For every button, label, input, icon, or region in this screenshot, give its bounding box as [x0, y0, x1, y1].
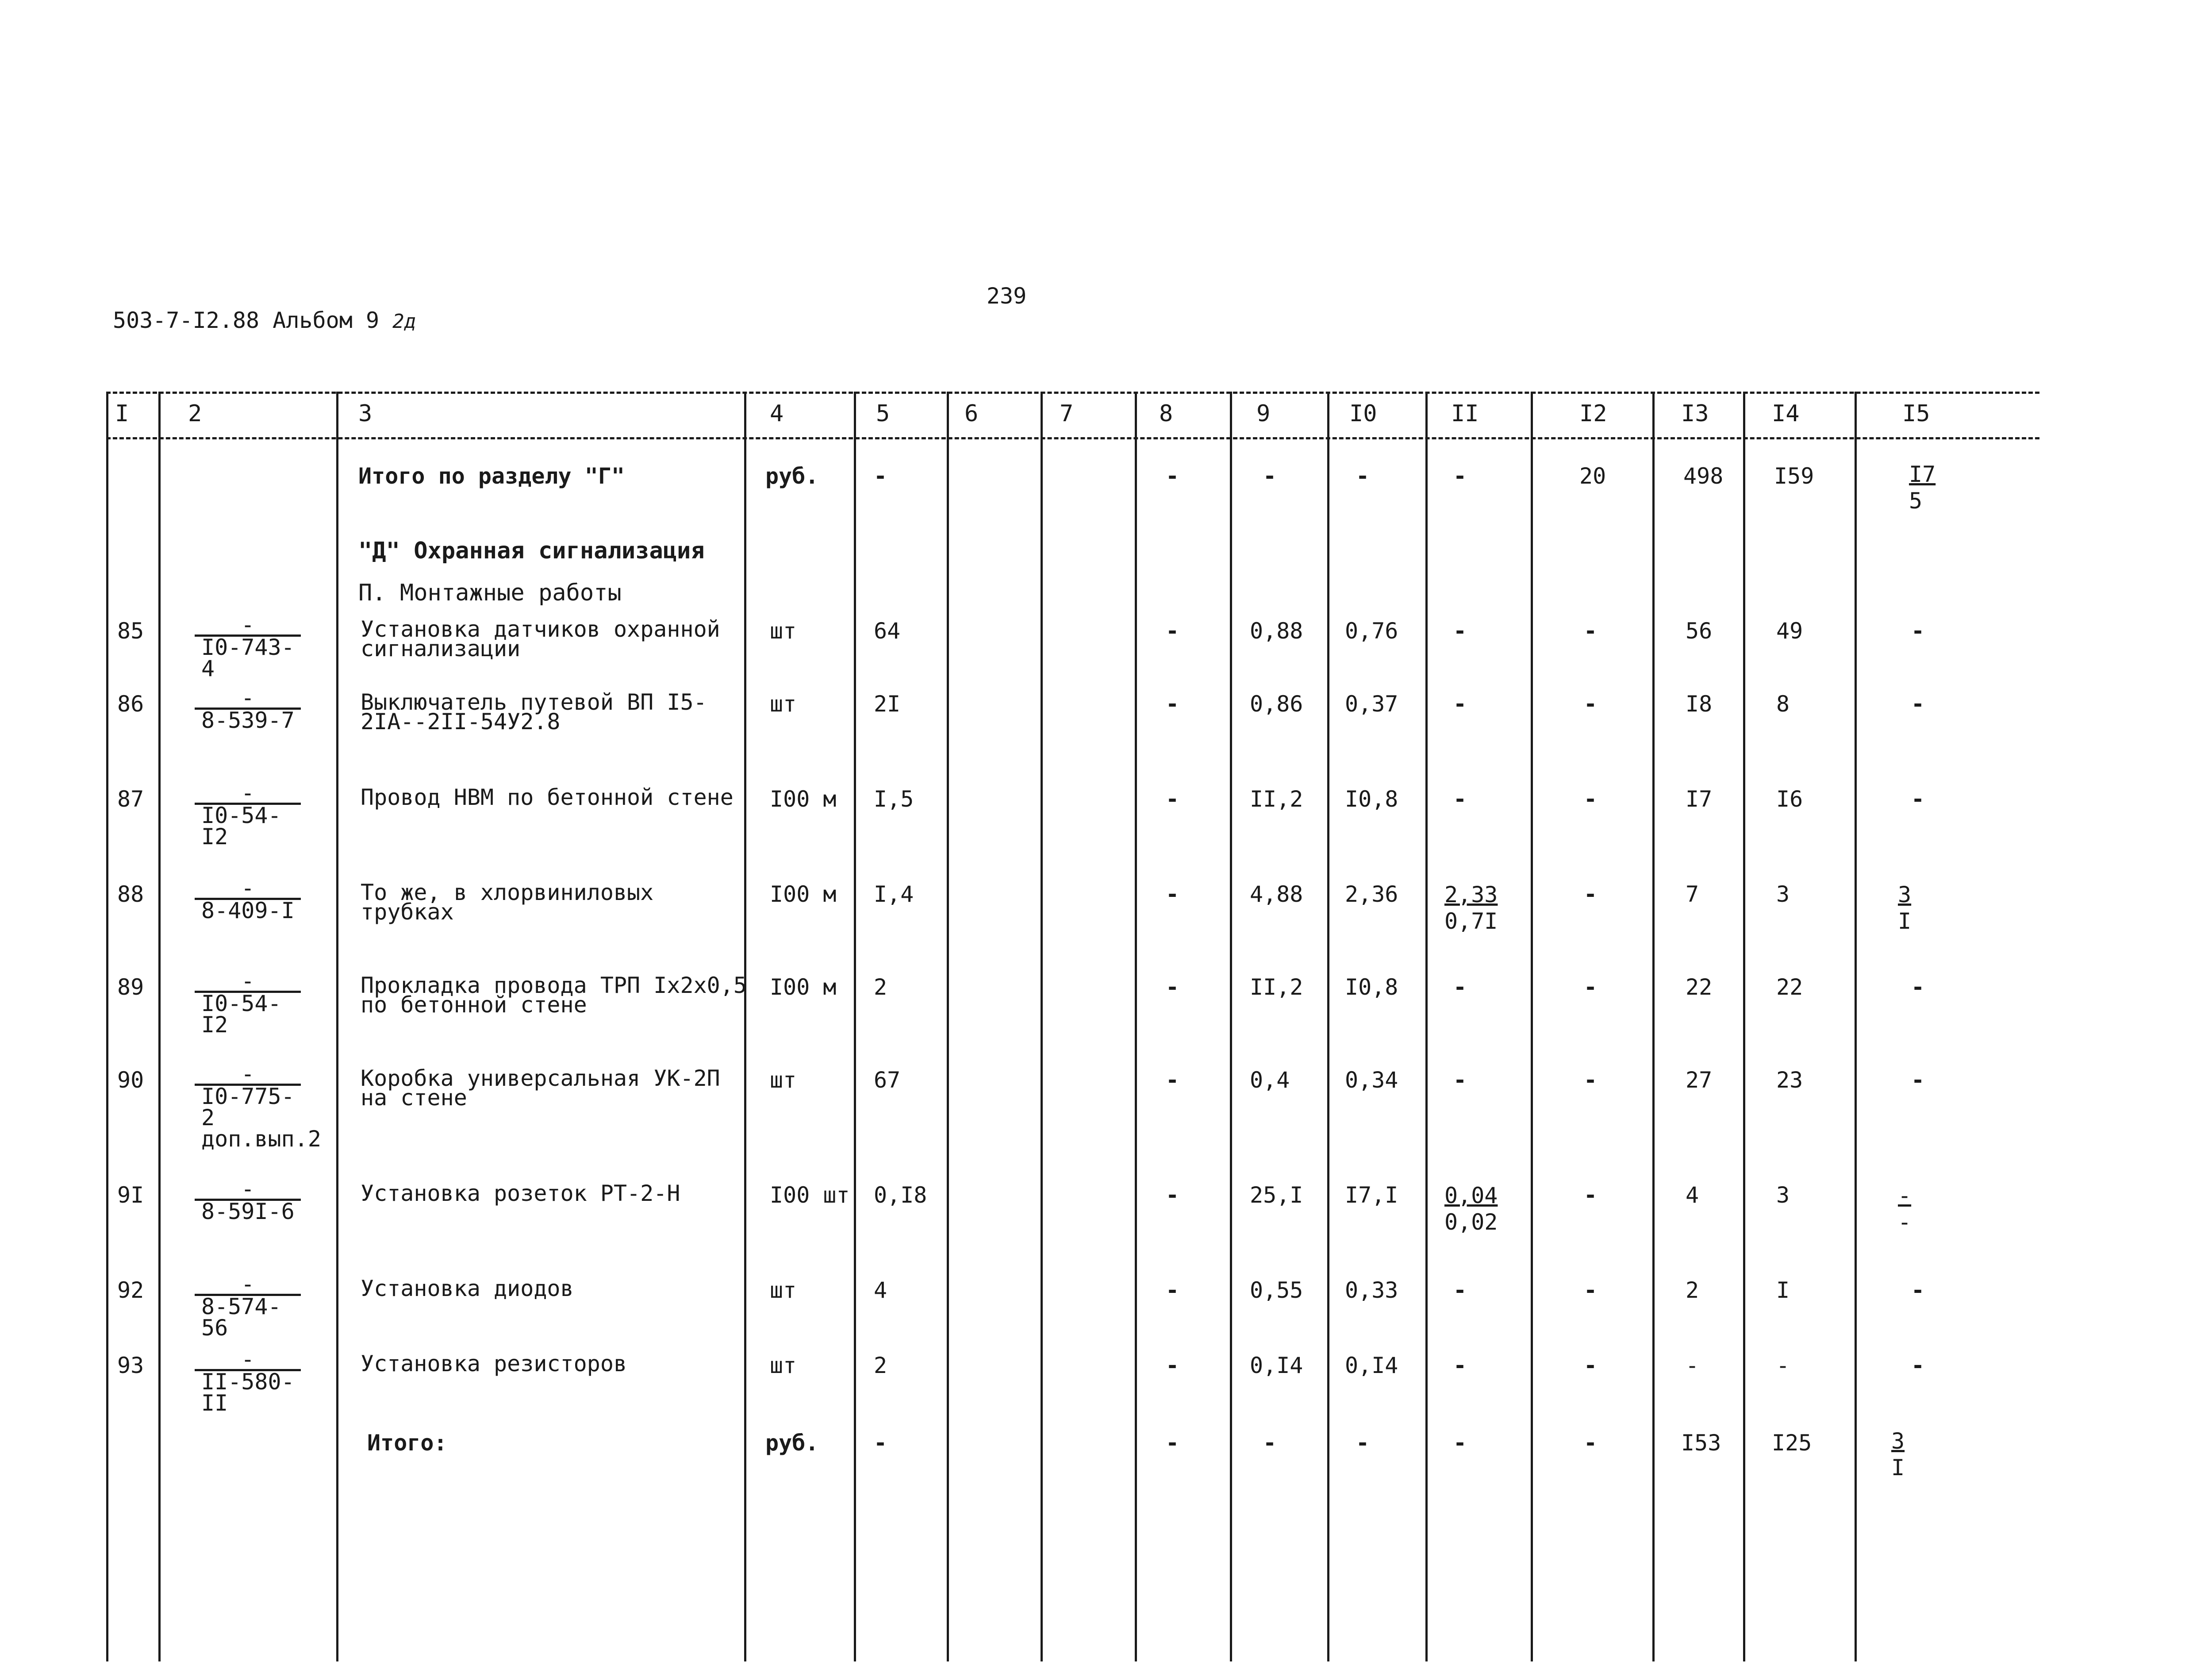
col10-value: 0,I4 [1345, 1353, 1398, 1378]
item-description: Выключатель путевой ВП I5-2IА--2II-54У2.8 [361, 689, 707, 734]
section-title: "Д" Охранная сигнализация [358, 538, 705, 564]
column-header-5: 5 [876, 400, 890, 427]
total-col15-den: I [1891, 1455, 1905, 1480]
col11-numerator: 2,33 [1444, 882, 1498, 907]
total-label: Итого: [367, 1430, 447, 1456]
col13-value: 56 [1686, 618, 1713, 644]
column-header-4: 4 [770, 400, 784, 427]
col5-value: 67 [874, 1067, 901, 1093]
total-section-g-row [106, 461, 2039, 531]
unit: I00 м [770, 881, 837, 907]
column-header-9: 9 [1256, 400, 1271, 427]
reference-code [195, 875, 301, 923]
row-number: 90 [117, 1067, 144, 1093]
col15-fraction [1898, 881, 1911, 934]
table-row [106, 1271, 2039, 1345]
col11-value: - [1453, 786, 1467, 812]
col5-value: 4 [874, 1277, 887, 1303]
unit: I00 м [770, 786, 837, 812]
col10-value: 0,37 [1345, 691, 1398, 717]
col14-value: 49 [1776, 618, 1803, 644]
reference-top: - [195, 878, 301, 900]
reference-extra: доп.вып.2 [201, 1126, 321, 1152]
total-g-col15-den: 5 [1909, 488, 1923, 514]
total-g-col8: - [1166, 463, 1179, 489]
col8-value: - [1166, 691, 1179, 717]
reference-bottom: II-580-II [201, 1369, 295, 1416]
unit: шт [770, 691, 797, 717]
col11-value: - [1453, 1353, 1467, 1378]
table-row [106, 780, 2039, 854]
col14-value: 8 [1776, 691, 1790, 717]
total-g-col13: 498 [1683, 463, 1724, 489]
col5-value: 64 [874, 618, 901, 644]
total-col9: - [1263, 1430, 1277, 1456]
column-header-7: 7 [1060, 400, 1074, 427]
col10-value: I0,8 [1345, 786, 1398, 812]
col9-value: II,2 [1250, 974, 1303, 1000]
col10-value: 2,36 [1345, 881, 1398, 907]
col14-value: I6 [1776, 786, 1803, 812]
item-description: Провод НВМ по бетонной стене [361, 784, 733, 810]
col12-value: - [1584, 691, 1598, 717]
col15-value: - [1911, 974, 1925, 1000]
col13-value: 4 [1686, 1182, 1699, 1208]
table-row [106, 612, 2039, 686]
col15-value: - [1911, 1067, 1925, 1093]
col13-value: I7 [1686, 786, 1713, 812]
col9-value: 0,86 [1250, 691, 1303, 717]
row-number: 93 [117, 1353, 144, 1378]
total-col15-num: 3 [1891, 1428, 1905, 1454]
total-g-col5: - [874, 463, 887, 489]
total-col8: - [1166, 1430, 1179, 1456]
column-header-6: 6 [964, 400, 979, 427]
unit: шт [770, 1067, 797, 1093]
item-description: Коробка универсальная УК-2П на стене [361, 1065, 720, 1111]
column-header-13: I3 [1681, 400, 1709, 427]
col15-value: - [1911, 618, 1925, 644]
reference-bottom: I0-775-2 [201, 1084, 295, 1131]
col15-numerator: - [1898, 1183, 1912, 1208]
col8-value: - [1166, 1067, 1179, 1093]
total-col12: - [1584, 1430, 1598, 1456]
col8-value: - [1166, 1353, 1179, 1378]
col11-numerator: 0,04 [1444, 1183, 1498, 1208]
col14-value: 22 [1776, 974, 1803, 1000]
col12-value: - [1584, 1067, 1598, 1093]
col10-value: I0,8 [1345, 974, 1398, 1000]
table-row [106, 1346, 2039, 1420]
document-code [113, 308, 416, 333]
item-description: То же, в хлорвиниловых трубках [361, 880, 654, 925]
total-g-col15-num: I7 [1909, 461, 1936, 487]
col15-numerator: 3 [1898, 882, 1912, 907]
total-g-col14: I59 [1774, 463, 1814, 489]
total-g-col11: - [1453, 463, 1467, 489]
col8-value: - [1166, 974, 1179, 1000]
reference-code [195, 1176, 301, 1224]
total-col14: I25 [1772, 1430, 1812, 1456]
col9-value: 0,4 [1250, 1067, 1290, 1093]
reference-top: - [195, 615, 301, 637]
total-col10: - [1356, 1430, 1370, 1456]
item-description: Установка диодов [361, 1276, 574, 1301]
reference-bottom: I0-54-I2 [201, 803, 281, 850]
col15-denominator: I [1898, 908, 1912, 934]
col8-value: - [1166, 1277, 1179, 1303]
unit: I00 шт [770, 1182, 850, 1208]
col12-value: - [1584, 881, 1598, 907]
column-header-14: I4 [1772, 400, 1800, 427]
col13-value: I8 [1686, 691, 1713, 717]
col10-value: 0,34 [1345, 1067, 1398, 1093]
col11-denominator: 0,02 [1444, 1209, 1498, 1235]
col5-value: 2I [874, 691, 901, 717]
document-code-suffix: 2д [392, 310, 416, 333]
total-col5: - [874, 1430, 887, 1456]
row-number: 86 [117, 691, 144, 717]
table-row [106, 685, 2039, 759]
col9-value: 25,I [1250, 1182, 1303, 1208]
column-header-1: I [115, 400, 129, 427]
col11-value: - [1453, 618, 1467, 644]
reference-code [195, 685, 301, 733]
col15-value: - [1911, 786, 1925, 812]
col8-value: - [1166, 881, 1179, 907]
col13-value: 2 [1686, 1277, 1699, 1303]
col14-value: 23 [1776, 1067, 1803, 1093]
total-unit: руб. [765, 1430, 819, 1456]
col12-value: - [1584, 1277, 1598, 1303]
col9-value: 4,88 [1250, 881, 1303, 907]
reference-top: - [195, 688, 301, 710]
col14-value: 3 [1776, 1182, 1790, 1208]
column-header-3: 3 [358, 400, 373, 427]
col15-value: - [1911, 1353, 1925, 1378]
reference-bottom: 8-59I-6 [201, 1199, 295, 1224]
page-number: 239 [987, 283, 1027, 309]
row-number: 92 [117, 1277, 144, 1303]
row-number: 9I [117, 1182, 144, 1208]
row-number: 85 [117, 618, 144, 644]
col5-value: I,5 [874, 786, 914, 812]
reference-top: - [195, 1064, 301, 1086]
col5-value: 2 [874, 1353, 887, 1378]
col9-value: 0,88 [1250, 618, 1303, 644]
col15-value: - [1911, 1277, 1925, 1303]
col10-value: I7,I [1345, 1182, 1398, 1208]
col11-value: - [1453, 1277, 1467, 1303]
reference-top: - [195, 1274, 301, 1296]
document-code-text: 503-7-I2.88 Альбом 9 [113, 308, 380, 333]
item-description: Установка резисторов [361, 1351, 627, 1377]
col10-value: 0,76 [1345, 618, 1398, 644]
col12-value: - [1584, 1353, 1598, 1378]
col11-fraction [1444, 881, 1498, 934]
col9-value: 0,55 [1250, 1277, 1303, 1303]
column-header-8: 8 [1159, 400, 1173, 427]
reference-top: - [195, 1179, 301, 1201]
reference-code [195, 1346, 301, 1416]
total-g-unit: руб. [765, 463, 819, 489]
reference-bottom: 8-539-7 [201, 708, 295, 733]
item-description: Установка розеток РТ-2-Н [361, 1180, 680, 1206]
estimate-table [106, 392, 2039, 1661]
subsection-title: П. Монтажные работы [358, 580, 622, 606]
col11-value: - [1453, 1067, 1467, 1093]
col14-value: - [1776, 1353, 1790, 1378]
col15-value: - [1911, 691, 1925, 717]
reference-code [195, 612, 301, 681]
unit: шт [770, 1353, 797, 1378]
col11-value: - [1453, 974, 1467, 1000]
total-g-col15 [1909, 460, 1936, 513]
reference-bottom: I0-743-4 [201, 634, 295, 681]
row-number: 87 [117, 786, 144, 812]
reference-bottom: 8-574-56 [201, 1294, 281, 1341]
table-row [106, 1176, 2039, 1250]
col5-value: 0,I8 [874, 1182, 927, 1208]
item-description: Установка датчиков охранной сигнализации [361, 616, 720, 661]
col15-fraction [1898, 1181, 1911, 1234]
table-row [106, 875, 2039, 949]
row-number: 88 [117, 881, 144, 907]
col12-value: - [1584, 974, 1598, 1000]
reference-bottom: I0-54-I2 [201, 991, 281, 1038]
total-row [106, 1428, 2039, 1498]
reference-top: - [195, 1350, 301, 1371]
reference-code [195, 780, 301, 850]
item-description: Прокладка провода ТРП Iх2х0,5 по бетонной стене [361, 973, 747, 1018]
col5-value: 2 [874, 974, 887, 1000]
col8-value: - [1166, 1182, 1179, 1208]
col12-value: - [1584, 786, 1598, 812]
reference-bottom: 8-409-I [201, 898, 295, 923]
col12-value: - [1584, 618, 1598, 644]
total-g-label: Итого по разделу "Г" [358, 463, 625, 489]
col13-value: - [1686, 1353, 1699, 1378]
reference-top: - [195, 783, 301, 805]
unit: шт [770, 1277, 797, 1303]
col8-value: - [1166, 618, 1179, 644]
total-col15 [1891, 1427, 1905, 1480]
reference-top: - [195, 971, 301, 993]
col13-value: 27 [1686, 1067, 1713, 1093]
col9-value: II,2 [1250, 786, 1303, 812]
reference-code [195, 1061, 321, 1152]
col13-value: 22 [1686, 974, 1713, 1000]
column-header-15: I5 [1902, 400, 1930, 427]
col8-value: - [1166, 786, 1179, 812]
col9-value: 0,I4 [1250, 1353, 1303, 1378]
total-col13: I53 [1681, 1430, 1721, 1456]
col11-value: - [1453, 691, 1467, 717]
col14-value: I [1776, 1277, 1790, 1303]
reference-code [195, 1271, 301, 1341]
col10-value: 0,33 [1345, 1277, 1398, 1303]
row-number: 89 [117, 974, 144, 1000]
total-g-col9: - [1263, 463, 1277, 489]
col14-value: 3 [1776, 881, 1790, 907]
col15-denominator: - [1898, 1209, 1912, 1235]
column-header-12: I2 [1579, 400, 1607, 427]
table-row [106, 1061, 2039, 1152]
col5-value: I,4 [874, 881, 914, 907]
reference-code [195, 968, 301, 1038]
col12-value: - [1584, 1182, 1598, 1208]
column-header-2: 2 [188, 400, 202, 427]
column-header-11: II [1451, 400, 1479, 427]
col11-fraction [1444, 1181, 1498, 1234]
total-g-col12: 20 [1579, 463, 1606, 489]
column-header-10: I0 [1349, 400, 1377, 427]
total-col11: - [1453, 1430, 1467, 1456]
table-row [106, 968, 2039, 1042]
col13-value: 7 [1686, 881, 1699, 907]
total-g-col10: - [1356, 463, 1370, 489]
unit: шт [770, 618, 797, 644]
unit: I00 м [770, 974, 837, 1000]
col11-denominator: 0,7I [1444, 908, 1498, 934]
